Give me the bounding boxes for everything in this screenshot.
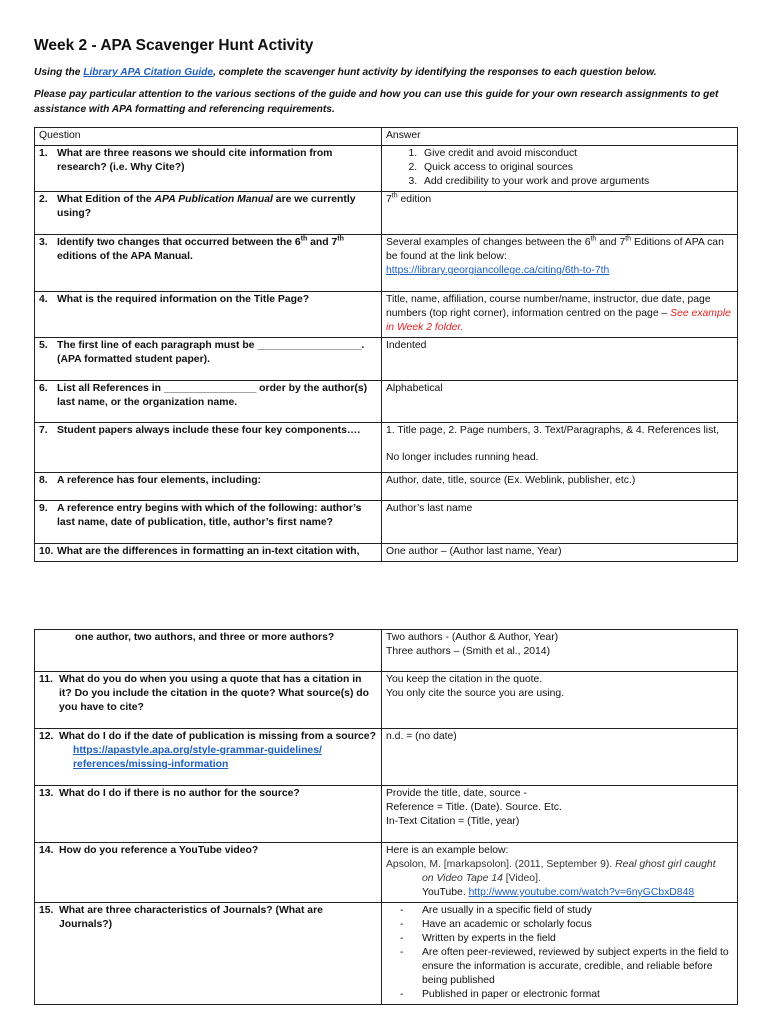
answer-text: You keep the citation in the quote. You only cite the source you are using.: [382, 672, 738, 729]
list-item: - Are usually in a specific field of study: [416, 904, 733, 918]
list-item: - Have an academic or scholarly focus: [416, 918, 733, 932]
question-text: What are three characteristics of Journals? (What are Journals?): [59, 905, 323, 930]
table-row: 9. A reference entry begins with which of the following: author’s last name, date of publication, title, author’s first name? Author’s last name: [35, 501, 738, 544]
table-row: 2. What Edition of the APA Publication Manual are we currently using? 7th edition: [35, 192, 738, 235]
list-item: 1. Give credit and avoid misconduct: [420, 147, 733, 161]
question-text: The first line of each paragraph must be __________________. (APA formatted student paper).: [57, 340, 365, 365]
see-example-note: See example in Week 2 folder.: [386, 308, 731, 333]
answer-text: Alphabetical: [382, 381, 738, 423]
table-row: 12. What do I do if the date of publication is missing from a source? https://apastyle.apa.org/style-grammar-guidelines/ references/missing-information n.d. = (no date): [35, 729, 738, 786]
list-item: 2. Quick access to original sources: [420, 161, 733, 175]
answer-text: Indented: [382, 338, 738, 381]
question-text: List all References in ________________ order by the author(s) last name, or the organization name.: [57, 383, 368, 408]
question-text: one author, two authors, and three or more authors?: [75, 632, 335, 643]
table-row: [35, 630, 738, 672]
youtube-link[interactable]: http://www.youtube.com/watch?v=6nyGCbxD848: [468, 887, 695, 898]
question-text: A reference has four elements, including:: [57, 475, 262, 486]
question-text: What Edition of the APA Publication Manual are we currently using?: [57, 194, 356, 219]
answer-text: Author’s last name: [382, 501, 738, 544]
scavenger-table-page-2: [34, 629, 738, 1005]
table-row: 7. Student papers always include these four key components…. 1. Title page, 2. Page numbers, 3. Text/Paragraphs, & 4. References list, No longer includes running head.: [35, 423, 738, 473]
question-text: A reference entry begins with which of the following: author’s last name, date of publication, title, author’s first name?: [57, 503, 362, 528]
list-item: - Written by experts in the field: [416, 932, 733, 946]
answer-text: One author – (Author last name, Year): [382, 544, 738, 562]
table-row: 5. The first line of each paragraph must be __________________. (APA formatted student paper). Indented: [35, 338, 738, 381]
answer-text: Provide the title, date, source - Reference = Title. (Date). Source. Etc. In-Text Citation = (Title, year): [382, 786, 738, 843]
header-question: Question: [35, 128, 382, 146]
answer-text: Several examples of changes between the 6th and 7th Editions of APA can be found at the link below: https://library.georgiancollege.ca/citing/6th-to-7th: [382, 235, 738, 292]
answer-list: [386, 147, 733, 189]
table-row: 8. A reference has four elements, including: Author, date, title, source (Ex. Weblink, publisher, etc.): [35, 473, 738, 501]
list-item: - Published in paper or electronic format: [416, 988, 733, 1002]
table-row: 11. What do you do when you using a quote that has a citation in it? Do you include the citation in the quote? What source(s) do you have to cite? You keep the citation in the quote. You only cite the source you are using.: [35, 672, 738, 729]
table-row: 10. What are the differences in formatting an in-text citation with, One author – (Author last name, Year): [35, 544, 738, 562]
answer-text: 1. Title page, 2. Page numbers, 3. Text/Paragraphs, & 4. References list, No longer includes running head.: [382, 423, 738, 473]
question-text: Identify two changes that occurred between the 6th and 7th editions of the APA Manual.: [57, 235, 344, 262]
list-item: - Are often peer-reviewed, reviewed by subject experts in the field to ensure the information is accurate, credible, and reliable before being published: [416, 946, 733, 988]
answer-text: n.d. = (no date): [382, 729, 738, 786]
answer-text: Two authors - (Author & Author, Year) Three authors – (Smith et al., 2014): [382, 630, 738, 672]
table-row: 13. What do I do if there is no author for the source? Provide the title, date, source - Reference = Title. (Date). Source. Etc. In-Text Citation = (Title, year): [35, 786, 738, 843]
question-text: How do you reference a YouTube video?: [59, 845, 259, 856]
intro-paragraph-2: Please pay particular attention to the various sections of the guide and how you can use this guide for your own research assignments to get assistance with APA formatting and referencing requirements.: [34, 89, 719, 115]
answer-text: Author, date, title, source (Ex. Weblink, publisher, etc.): [382, 473, 738, 501]
table-row: 3. Identify two changes that occurred between the 6th and 7th editions of the APA Manual. Several examples of changes between the 6th and 7th Editions of APA can be found at the link below: https://library.georgiancollege.ca/citing/6th-to-7th: [35, 235, 738, 292]
question-text: What do I do if the date of publication is missing from a source?: [59, 731, 376, 742]
answer-list: [386, 904, 733, 1002]
question-text: What is the required information on the Title Page?: [57, 294, 310, 305]
intro-paragraph-1: Using the Library APA Citation Guide, complete the scavenger hunt activity by identifying the responses to each question below.: [34, 67, 657, 78]
answer-text: 7th edition: [382, 192, 738, 235]
list-item: 3. Add credibility to your work and prove arguments: [420, 175, 733, 189]
question-text: What do you do when you using a quote that has a citation in it? Do you include the citation in the quote? What source(s) do you have to cite?: [59, 674, 369, 713]
question-text: What do I do if there is no author for the source?: [59, 788, 300, 799]
table-row: 15. What are three characteristics of Journals? (What are Journals?) - Are usually in a specific field of study - Have an academic or scholarly focus - Written by experts in the field - Are often peer-reviewed, reviewed by subject experts in the field to ensure the information is accurate, credible, and reliable before being published - Published in paper or electronic format: [35, 903, 738, 1005]
question-text: What are three reasons we should cite information from research? (i.e. Why Cite?): [57, 148, 333, 173]
table-row: 14. How do you reference a YouTube video? Here is an example below: Apsolon, M. [markapsolon]. (2011, September 9). Real ghost girl caught on Video Tape 14 [Video]. YouTube. http://www.youtube.com/watch?v=6nyGCbxD848: [35, 843, 738, 903]
page-title: Week 2 - APA Scavenger Hunt Activity: [34, 37, 314, 54]
apa-guide-link[interactable]: Library APA Citation Guide: [83, 67, 214, 78]
table-row: 4. What is the required information on the Title Page? Title, name, affiliation, course number/name, instructor, due date, page numbers (top right corner), information centred on the page – See example in Week 2 folder.: [35, 292, 738, 338]
table-header-row: [35, 128, 738, 146]
apa-changes-link[interactable]: https://library.georgiancollege.ca/citing/6th-to-7th: [386, 265, 610, 276]
missing-info-link[interactable]: https://apastyle.apa.org/style-grammar-guidelines/ references/missing-information: [73, 745, 322, 770]
table-row: 6. List all References in ________________ order by the author(s) last name, or the organization name. Alphabetical: [35, 381, 738, 423]
answer-text: Title, name, affiliation, course number/name, instructor, due date, page numbers (top right corner), information centred on the page – See example in Week 2 folder.: [382, 292, 738, 338]
answer-text: Here is an example below: Apsolon, M. [markapsolon]. (2011, September 9). Real ghost girl caught on Video Tape 14 [Video]. YouTube. http://www.youtube.com/watch?v=6nyGCbxD848: [382, 843, 738, 903]
question-text: What are the differences in formatting an in-text citation with,: [57, 546, 360, 557]
question-text: Student papers always include these four key components….: [57, 425, 361, 436]
header-answer: Answer: [382, 128, 738, 146]
table-row: 1. What are three reasons we should cite information from research? (i.e. Why Cite?) 1. Give credit and avoid misconduct 2. Quick access to original sources 3. Add credibility to your work and prove arguments: [35, 146, 738, 192]
scavenger-table-page-1: [34, 127, 738, 562]
